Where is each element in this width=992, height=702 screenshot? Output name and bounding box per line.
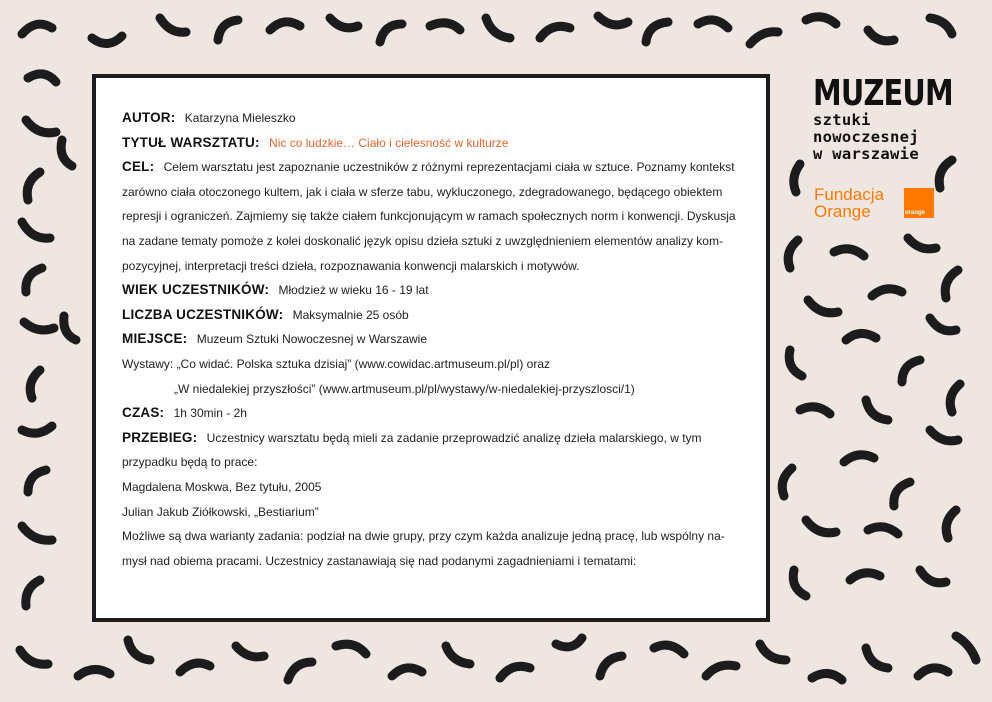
goal-text-line: zarówno ciała otoczonego kultem, jak i ciała w sferze tabu, wykluczonego, zdegradowanego, będącego obiektem [122, 184, 723, 199]
time-label: CZAS: [122, 405, 165, 421]
goal-row [122, 155, 752, 180]
place-value: Muzeum Sztuki Nowoczesnej w Warszawie [196, 332, 428, 347]
sponsor-logo [814, 186, 974, 226]
place-label: MIEJSCE: [122, 331, 188, 347]
logo-subtitle-line: sztuki [813, 111, 871, 129]
sponsor-name-line: Orange [814, 202, 871, 221]
age-value: Młodzież w wieku 16 - 19 lat [278, 283, 429, 298]
age-row [122, 278, 752, 303]
course-text-line: Możliwe są dwa warianty zadania: podział na dwie grupy, przy czym każda analizuje jedną pracę, lub wspólny na- [122, 529, 725, 544]
title-row [122, 131, 752, 156]
orange-logo-label: orange [905, 210, 926, 216]
course-row [122, 426, 752, 451]
time-value: 1h 30min - 2h [173, 406, 247, 421]
author-row [122, 106, 752, 131]
goal-text-line: Celem warsztatu jest zapoznanie uczestników z różnymi reprezentacjami ciała w sztuce. Poznamy kontekst [163, 160, 735, 175]
goal-label: CEL: [122, 159, 155, 175]
title-value: Nic co ludzkie… Ciało i cielesność w kulturze [269, 135, 509, 150]
course-text-line: Magdalena Moskwa, Bez tytułu, 2005 [122, 479, 322, 494]
logo-subtitle-line: nowoczesnej [813, 128, 919, 146]
course-text-line: Julian Jakub Ziółkowski, „Bestiarium” [122, 504, 319, 519]
count-label: LICZBA UCZESTNIKÓW: [122, 306, 284, 322]
course-text-line: mysł nad obiema pracami. Uczestnicy zastanawiają się nad podanymi zagadnieniami i tematami: [122, 553, 637, 568]
sponsor-name-line: Fundacja [814, 185, 884, 204]
age-label: WIEK UCZESTNIKÓW: [122, 282, 270, 298]
time-row [122, 401, 752, 426]
place-row [122, 327, 752, 352]
exhibitions-line: „W niedalekiej przyszłości” (www.artmuseum.pl/pl/wystawy/w-niedalekiej-przyszlosci/1) [174, 381, 635, 396]
course-label: PRZEBIEG: [122, 429, 198, 445]
count-row [122, 303, 752, 328]
goal-text-line: represji i ograniczeń. Zajmiemy się także ciałem funkcjonującym w ramach społecznych norm i konwencji. Dyskusja [122, 209, 736, 224]
museum-logo [813, 73, 963, 163]
author-value: Katarzyna Mieleszko [184, 111, 296, 125]
count-value: Maksymalnie 25 osób [292, 307, 409, 322]
sponsor-name [814, 186, 884, 220]
goal-text-line: pozycyjnej, interpretacji treści dzieła, rozpoznawania konwencji malarskich i motywów. [122, 258, 580, 273]
exhibitions-line: Wystawy: „Co widać. Polska sztuka dzisiaj” (www.cowidac.artmuseum.pl/pl) oraz [122, 356, 551, 371]
orange-logo-square [904, 188, 934, 218]
logo-title: MUZEUM [813, 73, 953, 114]
title-label: TYTUŁ WARSZTATU: [122, 134, 260, 150]
document-card [92, 74, 770, 622]
document-text [122, 106, 752, 573]
course-text-line: przypadku będą to prace: [122, 455, 258, 470]
logo-subtitle-line: w warszawie [813, 145, 919, 163]
course-text-line: Uczestnicy warsztatu będą mieli za zadanie przeprowadzić analizę dzieła malarskiego, w tym [206, 430, 702, 445]
author-label: AUTOR: [122, 110, 176, 125]
goal-text-line: na zadane tematy pomoże z kolei doskonalić język opisu dzieła sztuki z uwzględnieniem elementów analizy kom- [122, 233, 723, 248]
